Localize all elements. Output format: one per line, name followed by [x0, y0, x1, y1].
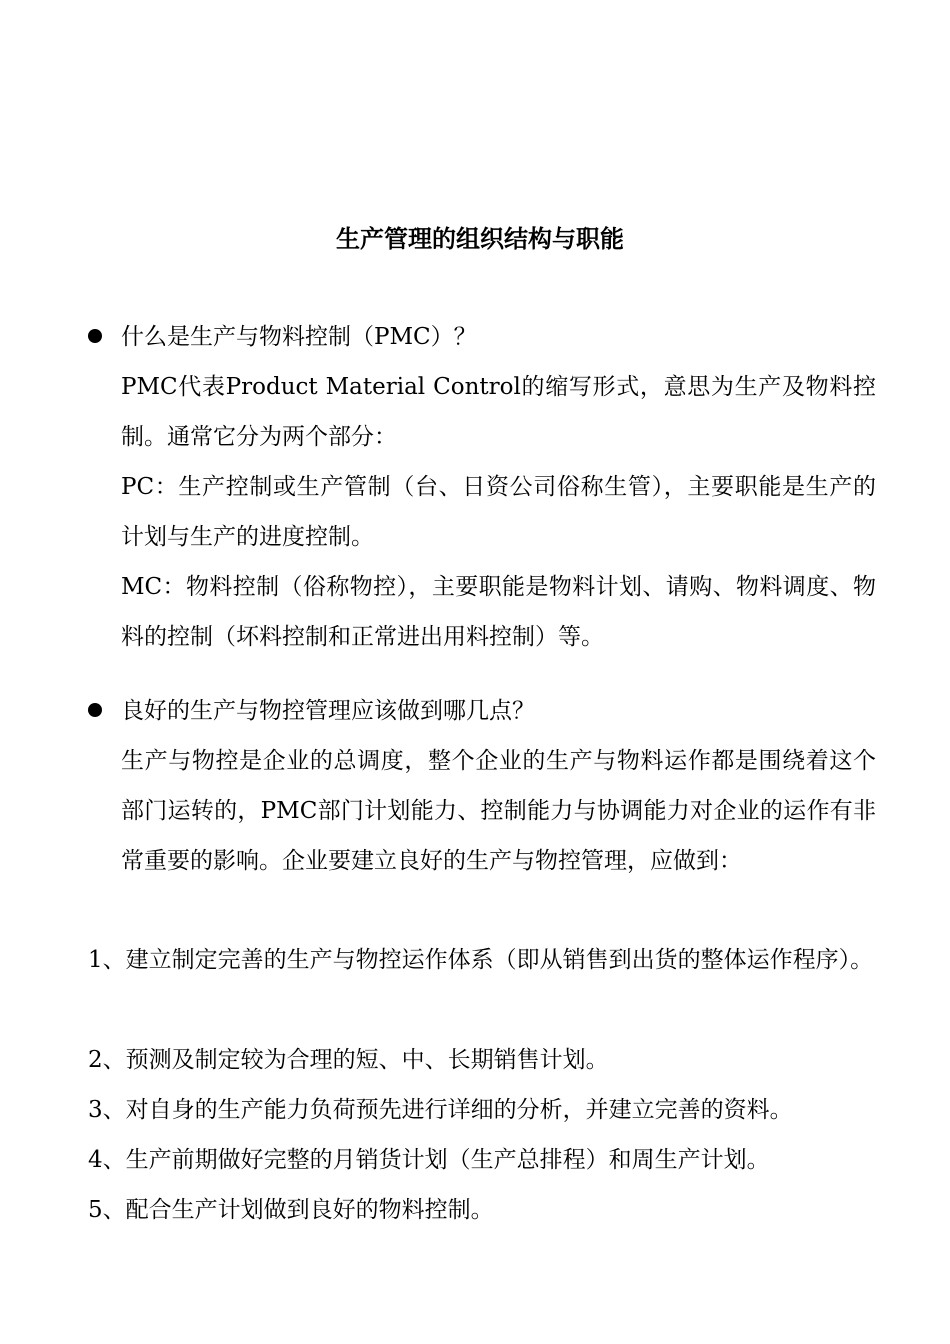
- pmc-importance-paragraph: 生产与物控是企业的总调度，整个企业的生产与物料运作都是围绕着这个部门运转的，PMC部门计划能力、控制能力与协调能力对企业的运作有非常重要的影响。企业要建立良好的生产与物控管理，应做到：: [121, 748, 876, 874]
- pmc-definition-paragraph: PMC代表Product Material Control的缩写形式，意思为生产及物料控制。通常它分为两个部分：: [121, 374, 876, 450]
- section-2-heading: [88, 694, 535, 728]
- section-1-heading-text: 什么是生产与物料控制（PMC）？: [121, 324, 477, 350]
- section-2-heading-text: 良好的生产与物控管理应该做到哪几点？: [121, 698, 535, 724]
- list-item: 2、预测及制定较为合理的短、中、长期销售计划。: [88, 1047, 609, 1073]
- section-1-heading: [88, 320, 477, 354]
- bullet-icon: [88, 329, 102, 343]
- pc-definition-paragraph: PC：生产控制或生产管制（台、日资公司俗称生管），主要职能是生产的计划与生产的进度控制。: [121, 474, 876, 550]
- list-item: 4、生产前期做好完整的月销货计划（生产总排程）和周生产计划。: [88, 1147, 770, 1173]
- list-item: 1、建立制定完善的生产与物控运作体系（即从销售到出货的整体运作程序）。: [88, 947, 874, 973]
- list-item: 3、对自身的生产能力负荷预先进行详细的分析，并建立完善的资料。: [88, 1097, 793, 1123]
- mc-definition-paragraph: MC：物料控制（俗称物控），主要职能是物料计划、请购、物料调度、物料的控制（坏料控制和正常进出用料控制）等。: [121, 574, 876, 650]
- list-item: 5、配合生产计划做到良好的物料控制。: [88, 1197, 494, 1223]
- bullet-icon: [88, 703, 102, 717]
- page-title: 生产管理的组织结构与职能: [336, 224, 624, 253]
